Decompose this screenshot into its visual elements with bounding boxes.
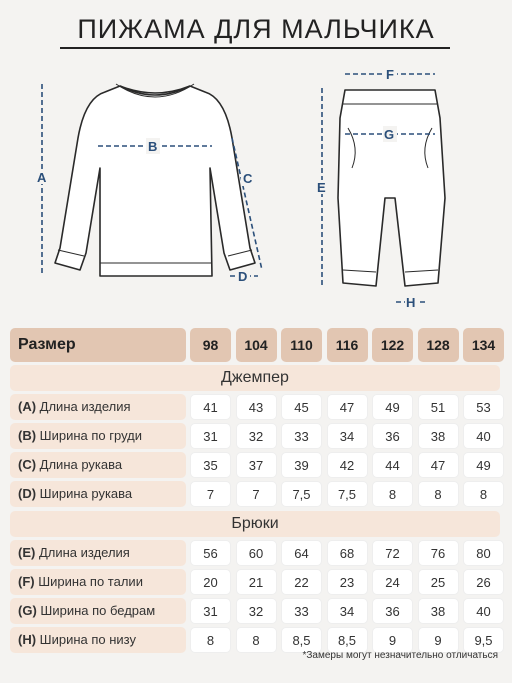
value-cell: 60 [236, 540, 277, 566]
row-label [10, 481, 186, 507]
table-header-row [10, 328, 500, 354]
value-cell: 7,5 [281, 481, 322, 507]
value-cell: 31 [190, 598, 231, 624]
value-cell: 24 [372, 569, 413, 595]
value-cell: 35 [190, 452, 231, 478]
garment-illustration [0, 58, 512, 320]
value-cell: 8 [236, 627, 277, 653]
header-size-110: 110 [281, 328, 322, 362]
section-title: Брюки [10, 511, 500, 537]
value-cell: 31 [190, 423, 231, 449]
value-cell: 9 [372, 627, 413, 653]
value-cell: 8 [190, 627, 231, 653]
row-label-text: Длина рукава [39, 457, 123, 472]
row-label [10, 569, 186, 595]
value-cell: 38 [418, 423, 459, 449]
value-cell: 9,5 [463, 627, 504, 653]
row-code: (C) [18, 457, 37, 472]
value-cell: 7 [190, 481, 231, 507]
row-label [10, 452, 186, 478]
row-label [10, 423, 186, 449]
row-label [10, 627, 186, 653]
value-cell: 80 [463, 540, 504, 566]
header-size-134: 134 [463, 328, 504, 362]
section-title: Джемпер [10, 365, 500, 391]
row-code: (F) [18, 574, 35, 589]
row-code: (A) [18, 399, 37, 414]
value-cell: 23 [327, 569, 368, 595]
table-row [10, 481, 500, 507]
row-label-text: Ширина по талии [38, 574, 143, 589]
value-cell: 42 [327, 452, 368, 478]
value-cell: 8,5 [281, 627, 322, 653]
row-label-text: Ширина по груди [39, 428, 142, 443]
value-cell: 44 [372, 452, 413, 478]
value-cell: 7 [236, 481, 277, 507]
row-code: (H) [18, 632, 37, 647]
row-label-text: Длина изделия [39, 399, 131, 414]
dim-label-h: H [406, 295, 416, 310]
value-cell: 38 [418, 598, 459, 624]
value-cell: 40 [463, 598, 504, 624]
page-title: ПИЖАМА ДЛЯ МАЛЬЧИКА [77, 14, 435, 44]
value-cell: 32 [236, 423, 277, 449]
dim-label-e: E [317, 180, 326, 195]
value-cell: 34 [327, 423, 368, 449]
dim-label-f: F [386, 67, 394, 82]
table-row [10, 598, 500, 624]
table-row [10, 569, 500, 595]
row-label [10, 394, 186, 420]
value-cell: 7,5 [327, 481, 368, 507]
table-row [10, 394, 500, 420]
jumper-drawing [55, 84, 255, 276]
value-cell: 8 [372, 481, 413, 507]
row-label-text: Ширина по низу [39, 632, 136, 647]
value-cell: 49 [463, 452, 504, 478]
dim-label-c: C [243, 171, 253, 186]
value-cell: 53 [463, 394, 504, 420]
header-size-104: 104 [236, 328, 277, 362]
header-size-128: 128 [418, 328, 459, 362]
value-cell: 8 [463, 481, 504, 507]
value-cell: 47 [418, 452, 459, 478]
value-cell: 26 [463, 569, 504, 595]
row-label-text: Длина изделия [38, 545, 130, 560]
table-row [10, 540, 500, 566]
value-cell: 49 [372, 394, 413, 420]
row-code: (B) [18, 428, 37, 443]
row-label [10, 598, 186, 624]
dim-label-a: A [37, 170, 47, 185]
value-cell: 8 [418, 481, 459, 507]
value-cell: 8,5 [327, 627, 368, 653]
value-cell: 39 [281, 452, 322, 478]
value-cell: 36 [372, 598, 413, 624]
value-cell: 22 [281, 569, 322, 595]
value-cell: 47 [327, 394, 368, 420]
value-cell: 56 [190, 540, 231, 566]
row-code: (D) [18, 486, 37, 501]
row-label-text: Ширина по бедрам [40, 603, 156, 618]
header-size-label: Размер [10, 328, 186, 362]
table-row [10, 423, 500, 449]
row-code: (E) [18, 545, 36, 560]
pants-drawing [338, 90, 445, 286]
row-code: (G) [18, 603, 37, 618]
value-cell: 36 [372, 423, 413, 449]
value-cell: 33 [281, 423, 322, 449]
title-underline [60, 47, 450, 49]
value-cell: 34 [327, 598, 368, 624]
dim-label-g: G [384, 127, 395, 142]
header-size-116: 116 [327, 328, 368, 362]
value-cell: 51 [418, 394, 459, 420]
value-cell: 21 [236, 569, 277, 595]
dim-label-d: D [238, 269, 248, 284]
dim-label-b: B [148, 139, 158, 154]
table-row [10, 452, 500, 478]
value-cell: 41 [190, 394, 231, 420]
value-cell: 20 [190, 569, 231, 595]
value-cell: 43 [236, 394, 277, 420]
value-cell: 68 [327, 540, 368, 566]
row-label [10, 540, 186, 566]
measurement-note: *Замеры могут незначительно отличаться [302, 650, 498, 661]
value-cell: 37 [236, 452, 277, 478]
value-cell: 9 [418, 627, 459, 653]
value-cell: 72 [372, 540, 413, 566]
header-size-98: 98 [190, 328, 231, 362]
row-label-text: Ширина рукава [39, 486, 133, 501]
value-cell: 64 [281, 540, 322, 566]
header-size-122: 122 [372, 328, 413, 362]
value-cell: 33 [281, 598, 322, 624]
value-cell: 76 [418, 540, 459, 566]
value-cell: 32 [236, 598, 277, 624]
value-cell: 45 [281, 394, 322, 420]
value-cell: 25 [418, 569, 459, 595]
value-cell: 40 [463, 423, 504, 449]
